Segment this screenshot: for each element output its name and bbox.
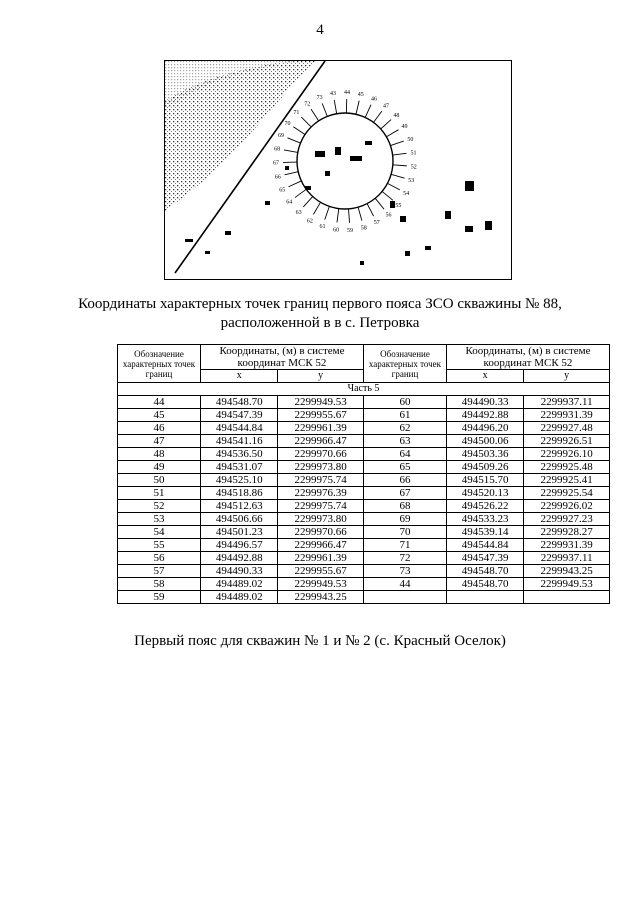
boundary-tick bbox=[313, 202, 320, 214]
point-label: 60 bbox=[333, 227, 340, 234]
coords-group-header: Координаты, (м) в системе координат МСК 52 bbox=[201, 345, 364, 370]
boundary-tick bbox=[349, 209, 350, 223]
point-column-header-right: Обозначение характерных точек границ bbox=[363, 345, 446, 383]
point-label: 47 bbox=[382, 103, 389, 110]
point-label: 69 bbox=[277, 133, 284, 140]
point-label: 46 bbox=[370, 96, 377, 103]
table-cell: 494489.02 bbox=[201, 578, 278, 591]
table-cell: 59 bbox=[118, 591, 201, 604]
table-cell: 2299927.48 bbox=[524, 422, 610, 435]
table-cell: 494518.86 bbox=[201, 487, 278, 500]
point-label: 66 bbox=[274, 174, 281, 181]
table-body bbox=[118, 396, 610, 604]
table-cell: 63 bbox=[363, 435, 446, 448]
table-cell: 494548.70 bbox=[201, 396, 278, 409]
table-row bbox=[118, 422, 610, 435]
point-label: 52 bbox=[410, 164, 417, 171]
table-cell: 494503.36 bbox=[446, 448, 523, 461]
table-cell: 494506.66 bbox=[201, 513, 278, 526]
x-header: x bbox=[201, 370, 278, 383]
boundary-tick bbox=[289, 181, 302, 187]
table-cell: 494544.84 bbox=[446, 539, 523, 552]
table-cell: 2299943.25 bbox=[278, 591, 364, 604]
table-cell: 66 bbox=[363, 474, 446, 487]
table-cell: 64 bbox=[363, 448, 446, 461]
caption-line-1: Координаты характерных точек границ первого пояса ЗСО скважины № 88, bbox=[78, 296, 562, 312]
table-cell: 51 bbox=[118, 487, 201, 500]
table-cell: 494541.16 bbox=[201, 435, 278, 448]
table-cell bbox=[363, 591, 446, 604]
boundary-tick bbox=[382, 191, 393, 200]
table-cell: 494490.33 bbox=[446, 396, 523, 409]
table-cell: 494548.70 bbox=[446, 578, 523, 591]
boundary-tick bbox=[287, 138, 300, 143]
table-cell: 494489.02 bbox=[201, 591, 278, 604]
table-cell: 2299955.67 bbox=[278, 565, 364, 578]
boundary-tick bbox=[325, 206, 330, 219]
table-cell: 58 bbox=[118, 578, 201, 591]
point-column-header: Обозначение характерных точек границ bbox=[118, 345, 201, 383]
boundary-tick bbox=[303, 197, 312, 207]
boundary-tick bbox=[390, 141, 403, 145]
table-cell: 494533.23 bbox=[446, 513, 523, 526]
table-cell: 494544.84 bbox=[201, 422, 278, 435]
point-label: 61 bbox=[319, 224, 326, 231]
table-cell: 494525.10 bbox=[201, 474, 278, 487]
table-cell: 46 bbox=[118, 422, 201, 435]
table-cell bbox=[524, 591, 610, 604]
coordinates-table bbox=[117, 344, 610, 604]
table-row bbox=[118, 448, 610, 461]
table-cell: 494520.13 bbox=[446, 487, 523, 500]
boundary-tick bbox=[301, 117, 311, 127]
table-row bbox=[118, 578, 610, 591]
table-cell: 73 bbox=[363, 565, 446, 578]
table-cell: 2299961.39 bbox=[278, 552, 364, 565]
table-cell: 55 bbox=[118, 539, 201, 552]
table-cell: 494496.57 bbox=[201, 539, 278, 552]
table-cell: 494547.39 bbox=[446, 552, 523, 565]
map-features bbox=[185, 141, 492, 265]
table-cell: 494548.70 bbox=[446, 565, 523, 578]
table-row bbox=[118, 591, 610, 604]
boundary-tick bbox=[311, 109, 319, 121]
boundary-tick bbox=[322, 103, 327, 116]
table-caption bbox=[40, 295, 600, 333]
boundary-tick bbox=[386, 130, 398, 137]
table-cell: 494492.88 bbox=[446, 409, 523, 422]
table-cell: 50 bbox=[118, 474, 201, 487]
table-row bbox=[118, 474, 610, 487]
boundary-tick bbox=[334, 100, 336, 114]
table-cell: 494515.70 bbox=[446, 474, 523, 487]
table-cell: 2299926.51 bbox=[524, 435, 610, 448]
table-cell: 2299931.39 bbox=[524, 539, 610, 552]
boundary-tick bbox=[387, 183, 399, 190]
boundary-ticks bbox=[283, 99, 410, 223]
boundary-tick bbox=[393, 165, 407, 166]
table-row bbox=[118, 435, 610, 448]
table-cell: 494539.14 bbox=[446, 526, 523, 539]
table-cell: 62 bbox=[363, 422, 446, 435]
point-label: 54 bbox=[403, 191, 410, 198]
table-row bbox=[118, 552, 610, 565]
point-label: 58 bbox=[360, 225, 367, 232]
table-cell: 494512.63 bbox=[201, 500, 278, 513]
table-cell: 47 bbox=[118, 435, 201, 448]
boundary-tick bbox=[285, 172, 299, 175]
table-cell: 69 bbox=[363, 513, 446, 526]
point-label: 50 bbox=[407, 136, 414, 143]
boundary-tick bbox=[391, 174, 404, 178]
point-label: 63 bbox=[295, 210, 302, 217]
table-cell: 57 bbox=[118, 565, 201, 578]
section-heading: Первый пояс для скважин № 1 и № 2 (с. Красный Оселок) bbox=[134, 633, 506, 649]
table-cell: 53 bbox=[118, 513, 201, 526]
table-cell: 2299949.53 bbox=[278, 396, 364, 409]
point-label: 55 bbox=[395, 202, 402, 209]
table-cell: 70 bbox=[363, 526, 446, 539]
point-label: 53 bbox=[408, 178, 415, 185]
table-cell: 494492.88 bbox=[201, 552, 278, 565]
table-row bbox=[118, 409, 610, 422]
table-cell: 44 bbox=[118, 396, 201, 409]
point-label: 62 bbox=[306, 218, 313, 225]
table-cell: 2299927.23 bbox=[524, 513, 610, 526]
table-cell: 48 bbox=[118, 448, 201, 461]
point-label: 65 bbox=[279, 187, 286, 194]
point-label: 72 bbox=[304, 101, 311, 108]
table-cell bbox=[446, 591, 523, 604]
table-cell: 2299925.54 bbox=[524, 487, 610, 500]
table-cell: 494547.39 bbox=[201, 409, 278, 422]
zone-boundary-circle bbox=[297, 113, 393, 209]
table-cell: 2299949.53 bbox=[524, 578, 610, 591]
boundary-tick bbox=[293, 127, 305, 135]
table-cell: 2299925.48 bbox=[524, 461, 610, 474]
table-row bbox=[118, 396, 610, 409]
point-label: 56 bbox=[385, 212, 392, 219]
point-label: 59 bbox=[347, 227, 354, 234]
table-cell: 2299975.74 bbox=[278, 474, 364, 487]
point-label: 70 bbox=[284, 120, 291, 127]
table-cell: 2299955.67 bbox=[278, 409, 364, 422]
table-row bbox=[118, 539, 610, 552]
boundary-tick bbox=[375, 198, 384, 209]
table-row bbox=[118, 487, 610, 500]
table-cell: 2299970.66 bbox=[278, 448, 364, 461]
part-label: Часть 5 bbox=[118, 383, 610, 396]
map-drawing bbox=[165, 61, 511, 279]
table-cell: 494536.50 bbox=[201, 448, 278, 461]
table-cell: 45 bbox=[118, 409, 201, 422]
coords-group-header-right: Координаты, (м) в системе координат МСК 52 bbox=[446, 345, 609, 370]
table-cell: 71 bbox=[363, 539, 446, 552]
table-cell: 61 bbox=[363, 409, 446, 422]
point-label: 71 bbox=[293, 110, 300, 117]
table-cell: 494531.07 bbox=[201, 461, 278, 474]
point-label: 45 bbox=[357, 91, 364, 98]
point-label: 49 bbox=[401, 124, 408, 131]
y-header: y bbox=[278, 370, 364, 383]
table-cell: 52 bbox=[118, 500, 201, 513]
point-label: 64 bbox=[286, 199, 293, 206]
table-cell: 494501.23 bbox=[201, 526, 278, 539]
table-row bbox=[118, 526, 610, 539]
table-row bbox=[118, 461, 610, 474]
table-cell: 68 bbox=[363, 500, 446, 513]
boundary-tick bbox=[365, 105, 371, 118]
table-cell: 2299966.47 bbox=[278, 539, 364, 552]
table-cell: 2299928.27 bbox=[524, 526, 610, 539]
caption-line-2: расположенной в в с. Петровка bbox=[220, 315, 420, 331]
boundary-tick bbox=[284, 150, 298, 153]
table-cell: 72 bbox=[363, 552, 446, 565]
point-label: 51 bbox=[410, 150, 417, 157]
point-label: 57 bbox=[373, 220, 380, 227]
table-cell: 2299970.66 bbox=[278, 526, 364, 539]
boundary-tick bbox=[295, 189, 306, 197]
table-cell: 494509.26 bbox=[446, 461, 523, 474]
table-cell: 2299975.74 bbox=[278, 500, 364, 513]
point-label: 67 bbox=[273, 160, 280, 167]
table-cell: 494490.33 bbox=[201, 565, 278, 578]
boundary-tick bbox=[358, 207, 362, 220]
table-cell: 49 bbox=[118, 461, 201, 474]
table-cell: 54 bbox=[118, 526, 201, 539]
table-cell: 494526.22 bbox=[446, 500, 523, 513]
table-row bbox=[118, 500, 610, 513]
table-cell: 2299966.47 bbox=[278, 435, 364, 448]
table-cell: 56 bbox=[118, 552, 201, 565]
table-cell: 2299976.39 bbox=[278, 487, 364, 500]
point-label: 43 bbox=[330, 91, 337, 98]
table-cell: 2299973.80 bbox=[278, 461, 364, 474]
point-label: 68 bbox=[274, 146, 281, 153]
boundary-tick bbox=[374, 111, 382, 122]
boundary-tick bbox=[356, 101, 359, 115]
table-cell: 2299943.25 bbox=[524, 565, 610, 578]
table-cell: 2299949.53 bbox=[278, 578, 364, 591]
y-header-right: y bbox=[524, 370, 610, 383]
table-cell: 494496.20 bbox=[446, 422, 523, 435]
table-cell: 2299973.80 bbox=[278, 513, 364, 526]
table-cell: 65 bbox=[363, 461, 446, 474]
zone-map bbox=[164, 60, 512, 280]
table-row bbox=[118, 513, 610, 526]
table-cell: 2299926.02 bbox=[524, 500, 610, 513]
boundary-tick bbox=[337, 209, 339, 223]
table-cell: 60 bbox=[363, 396, 446, 409]
table-cell: 2299937.11 bbox=[524, 396, 610, 409]
point-label: 48 bbox=[393, 112, 400, 119]
table-cell: 67 bbox=[363, 487, 446, 500]
boundary-tick bbox=[381, 120, 391, 129]
table-cell: 44 bbox=[363, 578, 446, 591]
page-number: 4 bbox=[316, 22, 324, 38]
table-cell: 2299931.39 bbox=[524, 409, 610, 422]
point-label: 44 bbox=[343, 90, 350, 97]
table-cell: 2299925.41 bbox=[524, 474, 610, 487]
table-row bbox=[118, 565, 610, 578]
table-cell: 2299926.10 bbox=[524, 448, 610, 461]
point-label: 73 bbox=[316, 94, 323, 101]
table-cell: 494500.06 bbox=[446, 435, 523, 448]
boundary-tick bbox=[393, 153, 407, 155]
boundary-tick bbox=[367, 204, 373, 216]
x-header-right: x bbox=[446, 370, 523, 383]
table-cell: 2299961.39 bbox=[278, 422, 364, 435]
table-cell: 2299937.11 bbox=[524, 552, 610, 565]
